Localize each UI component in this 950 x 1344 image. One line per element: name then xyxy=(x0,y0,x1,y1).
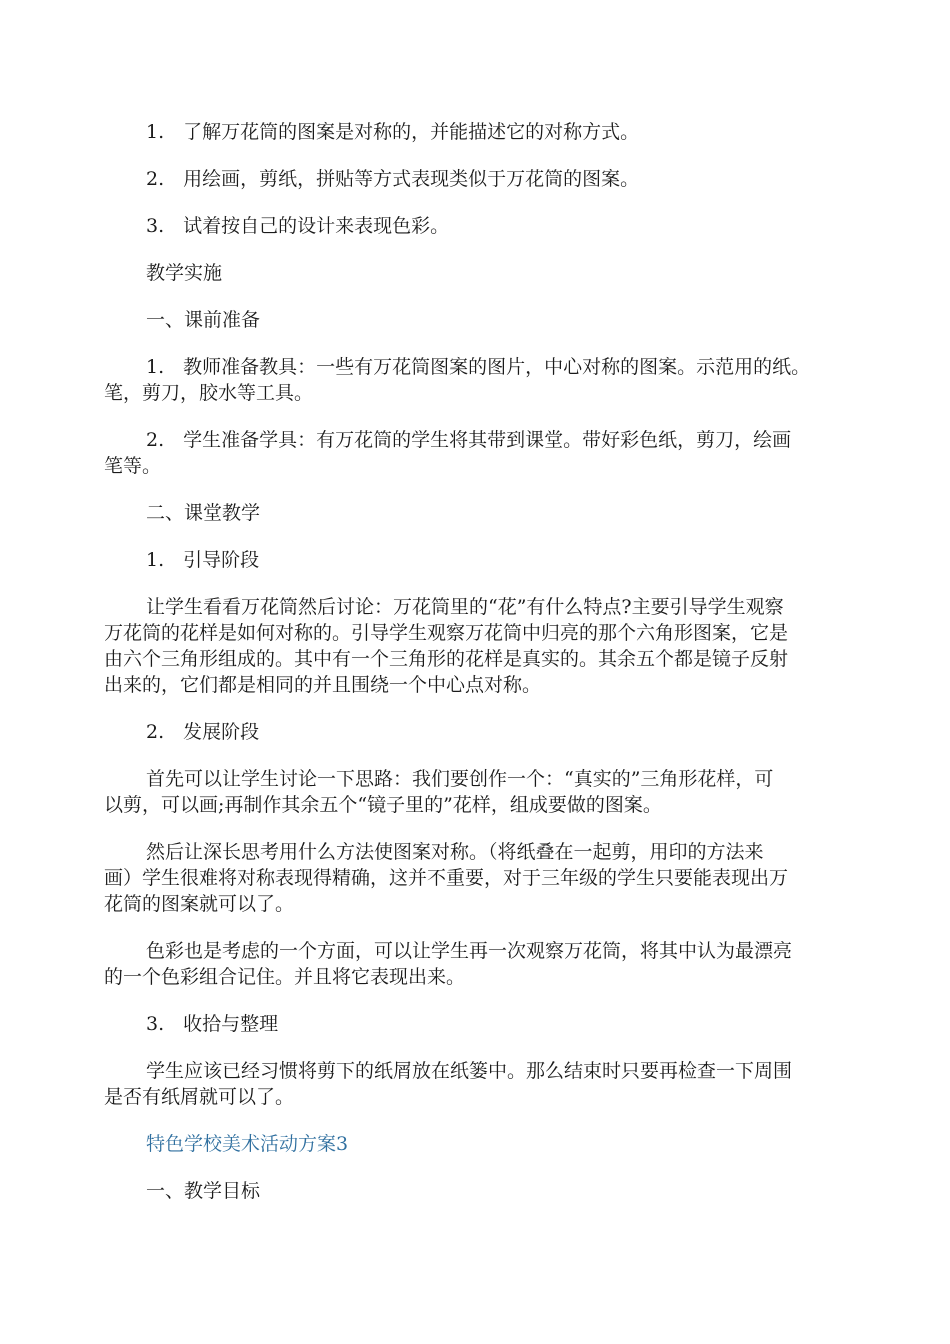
color-paragraph-line-1: 色彩也是考虑的一个方面，可以让学生再一次观察万花筒，将其中认为最漂亮 xyxy=(146,940,793,962)
objective-item-3: 3. 试着按自己的设计来表现色彩。 xyxy=(146,215,450,237)
guidance-paragraph-line-2: 万花筒的花样是如何对称的。引导学生观察万花筒中归亮的那个六角形图案，它是 xyxy=(104,622,789,644)
development-paragraph-1-line-2: 以剪，可以画;再制作其余五个“镜子里的”花样，组成要做的图案。 xyxy=(104,794,662,816)
guidance-paragraph-line-1: 让学生看看万花筒然后讨论：万花筒里的“花”有什么特点?主要引导学生观察 xyxy=(146,596,784,618)
preparation-item-2-line-1: 2. 学生准备学具：有万花筒的学生将其带到课堂。带好彩色纸，剪刀，绘画 xyxy=(146,429,792,451)
objective-item-2: 2. 用绘画，剪纸，拼贴等方式表现类似于万花筒的图案。 xyxy=(146,168,640,190)
stage-heading-development: 2. 发展阶段 xyxy=(146,721,260,743)
stage-heading-guidance: 1. 引导阶段 xyxy=(146,549,260,571)
color-paragraph-line-2: 的一个色彩组合记住。并且将它表现出来。 xyxy=(104,966,466,988)
development-paragraph-1-line-1: 首先可以让学生讨论一下思路：我们要创作一个：“真实的”三角形花样，可 xyxy=(146,768,774,790)
section-heading-teaching-objectives: 一、教学目标 xyxy=(146,1180,261,1202)
section-heading-teaching-implementation: 教学实施 xyxy=(146,262,223,284)
preparation-item-1-line-1: 1. 教师准备教具：一些有万花筒图案的图片，中心对称的图案。示范用的纸。 xyxy=(146,356,811,378)
development-paragraph-2-line-3: 花筒的图案就可以了。 xyxy=(104,893,295,915)
plan-3-title: 特色学校美术活动方案3 xyxy=(146,1133,349,1155)
preparation-item-1-line-2: 笔，剪刀，胶水等工具。 xyxy=(104,382,314,404)
objective-item-1: 1. 了解万花筒的图案是对称的，并能描述它的对称方式。 xyxy=(146,121,640,143)
cleanup-paragraph-line-2: 是否有纸屑就可以了。 xyxy=(104,1086,295,1108)
cleanup-paragraph-line-1: 学生应该已经习惯将剪下的纸屑放在纸篓中。那么结束时只要再检查一下周围 xyxy=(146,1060,793,1082)
preparation-item-2-line-2: 笔等。 xyxy=(104,455,162,477)
guidance-paragraph-line-4: 出来的，它们都是相同的并且围绕一个中心点对称。 xyxy=(104,674,542,696)
section-heading-classroom-teaching: 二、课堂教学 xyxy=(146,502,261,524)
guidance-paragraph-line-3: 由六个三角形组成的。其中有一个三角形的花样是真实的。其余五个都是镜子反射 xyxy=(104,648,789,670)
section-heading-preparation: 一、课前准备 xyxy=(146,309,261,331)
stage-heading-cleanup: 3. 收拾与整理 xyxy=(146,1013,279,1035)
development-paragraph-2-line-2: 画）学生很难将对称表现得精确，这并不重要，对于三年级的学生只要能表现出万 xyxy=(104,867,789,889)
development-paragraph-2-line-1: 然后让深长思考用什么方法使图案对称。（将纸叠在一起剪，用印的方法来 xyxy=(146,841,764,863)
